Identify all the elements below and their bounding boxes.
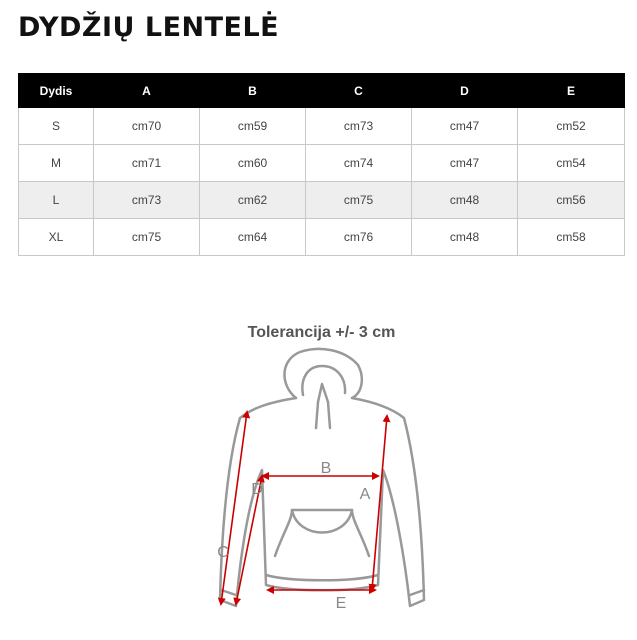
- table-cell: cm48: [412, 219, 518, 256]
- page-title: DYDŽIŲ LENTELĖ: [18, 12, 280, 43]
- column-header: E: [518, 74, 625, 108]
- table-cell: cm48: [412, 182, 518, 219]
- table-cell: cm58: [518, 219, 625, 256]
- table-cell: M: [19, 145, 94, 182]
- table-cell: cm59: [200, 108, 306, 145]
- column-header: Dydis: [19, 74, 94, 108]
- column-header: A: [94, 74, 200, 108]
- column-header: D: [412, 74, 518, 108]
- table-cell: L: [19, 182, 94, 219]
- table-cell: cm54: [518, 145, 625, 182]
- column-header: B: [200, 74, 306, 108]
- table-cell: S: [19, 108, 94, 145]
- table-cell: cm47: [412, 145, 518, 182]
- table-cell: cm56: [518, 182, 625, 219]
- table-cell: cm76: [306, 219, 412, 256]
- table-cell: cm73: [306, 108, 412, 145]
- table-cell: cm62: [200, 182, 306, 219]
- table-cell: cm70: [94, 108, 200, 145]
- measurement-arrows: [221, 412, 387, 604]
- label-a: A: [359, 486, 371, 503]
- table-cell: cm52: [518, 108, 625, 145]
- table-cell: cm47: [412, 108, 518, 145]
- table-cell: cm71: [94, 145, 200, 182]
- label-b: B: [320, 460, 332, 477]
- label-c: C: [217, 544, 229, 561]
- label-e: E: [335, 595, 347, 612]
- table-cell: cm75: [306, 182, 412, 219]
- table-cell: cm60: [200, 145, 306, 182]
- table-cell: cm73: [94, 182, 200, 219]
- hoodie-outline: [220, 349, 424, 606]
- column-header: C: [306, 74, 412, 108]
- tolerance-note: Tolerancija +/- 3 cm: [247, 324, 396, 341]
- table-cell: cm74: [306, 145, 412, 182]
- table-cell: XL: [19, 219, 94, 256]
- label-d: D: [251, 481, 263, 498]
- table-cell: cm64: [200, 219, 306, 256]
- table-cell: cm75: [94, 219, 200, 256]
